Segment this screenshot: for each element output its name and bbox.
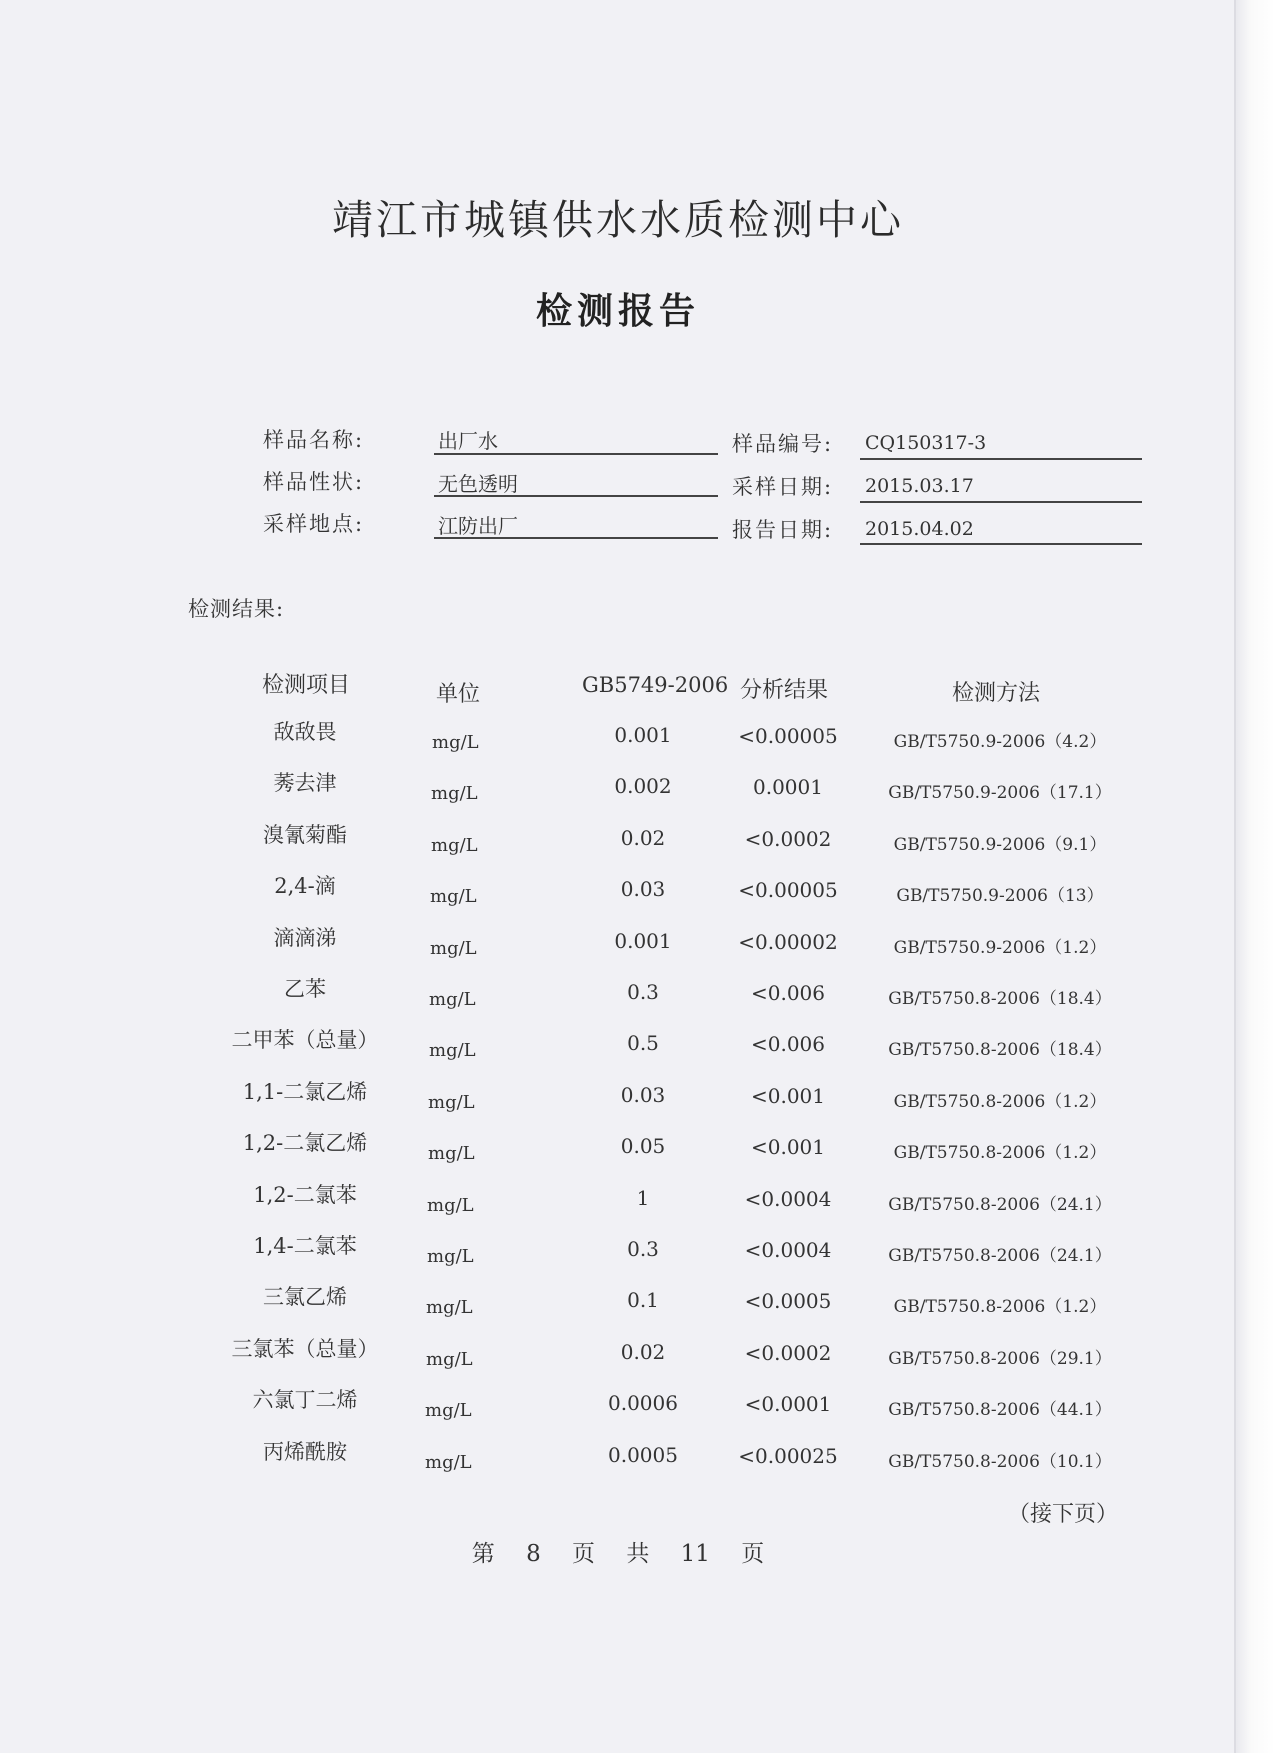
sampling-location-value: 江防出厂 bbox=[438, 514, 518, 538]
row-item-name: 1,1-二氯乙烯 bbox=[242, 1079, 368, 1104]
header-item: 检测项目 bbox=[262, 673, 351, 698]
row-item-name: 滴滴涕 bbox=[273, 925, 337, 950]
footer-total-pages: 11 bbox=[680, 1541, 710, 1567]
row-limit: 0.0006 bbox=[608, 1391, 678, 1416]
row-result: <0.006 bbox=[750, 1032, 825, 1057]
row-result: 0.0001 bbox=[753, 775, 823, 800]
row-result: <0.006 bbox=[750, 981, 825, 1005]
row-method: GB/T5750.8-2006（24.1） bbox=[888, 1246, 1112, 1266]
row-limit: 0.05 bbox=[620, 1134, 666, 1159]
report-title: 检测报告 bbox=[535, 290, 700, 332]
sample-appearance-label: 样品性状: bbox=[263, 470, 365, 494]
row-unit: mg/L bbox=[429, 1040, 476, 1062]
row-result: <0.001 bbox=[750, 1135, 825, 1160]
row-result: <0.0002 bbox=[744, 826, 832, 851]
row-unit: mg/L bbox=[425, 1400, 472, 1422]
row-result: <0.00002 bbox=[738, 929, 838, 954]
row-method: GB/T5750.8-2006（1.2） bbox=[893, 1143, 1107, 1164]
row-unit: mg/L bbox=[426, 1348, 473, 1370]
row-method: GB/T5750.9-2006（9.1） bbox=[893, 834, 1107, 855]
header-unit: 单位 bbox=[436, 682, 481, 707]
row-result: <0.0002 bbox=[744, 1340, 832, 1365]
row-unit: mg/L bbox=[430, 937, 477, 959]
sampling-date-value: 2015.03.17 bbox=[865, 475, 974, 497]
row-limit: 0.002 bbox=[614, 774, 672, 799]
sampling-date-underline bbox=[860, 501, 1142, 503]
row-limit: 0.001 bbox=[614, 723, 672, 747]
row-item-name: 1,4-二氯苯 bbox=[253, 1234, 357, 1258]
row-item-name: 六氯丁二烯 bbox=[252, 1388, 358, 1413]
row-limit: 0.0005 bbox=[608, 1442, 678, 1467]
row-limit: 0.3 bbox=[627, 980, 659, 1004]
footer-page-number: 8 bbox=[526, 1541, 541, 1567]
row-result: <0.001 bbox=[750, 1083, 825, 1108]
sample-name-label: 样品名称: bbox=[263, 428, 365, 452]
row-unit: mg/L bbox=[426, 1297, 473, 1319]
row-result: <0.00005 bbox=[738, 878, 838, 903]
row-unit: mg/L bbox=[430, 886, 477, 908]
row-limit: 0.1 bbox=[627, 1288, 659, 1313]
row-method: GB/T5750.8-2006（10.1） bbox=[888, 1451, 1112, 1472]
footer-word-gong: 共 bbox=[626, 1541, 650, 1567]
row-item-name: 二甲苯（总量） bbox=[231, 1028, 379, 1053]
row-result: <0.0004 bbox=[744, 1186, 832, 1211]
row-limit: 0.02 bbox=[620, 1339, 666, 1364]
sampling-location-underline bbox=[434, 537, 718, 539]
row-item-name: 三氯苯（总量） bbox=[231, 1336, 379, 1361]
report-date-underline bbox=[860, 543, 1142, 545]
sample-appearance-value: 无色透明 bbox=[438, 472, 518, 496]
row-unit: mg/L bbox=[431, 783, 478, 805]
row-item-name: 丙烯酰胺 bbox=[263, 1439, 347, 1464]
results-section-label: 检测结果: bbox=[188, 597, 285, 621]
row-limit: 1 bbox=[636, 1185, 650, 1210]
row-limit: 0.02 bbox=[620, 825, 666, 850]
row-method: GB/T5750.8-2006（18.4） bbox=[888, 1040, 1112, 1061]
row-unit: mg/L bbox=[428, 1091, 475, 1113]
row-result: <0.00025 bbox=[738, 1443, 838, 1468]
row-method: GB/T5750.8-2006（24.1） bbox=[888, 1194, 1112, 1215]
row-unit: mg/L bbox=[432, 732, 479, 753]
page-edge-shadow bbox=[1236, 0, 1275, 1753]
row-method: GB/T5750.8-2006（1.2） bbox=[893, 1297, 1107, 1318]
row-method: GB/T5750.9-2006（1.2） bbox=[893, 937, 1107, 958]
footer-word-ye: 页 bbox=[572, 1541, 596, 1567]
row-result: <0.0001 bbox=[744, 1392, 832, 1417]
sampling-location-label: 采样地点: bbox=[263, 512, 365, 536]
continued-note: （接下页） bbox=[1008, 1502, 1119, 1527]
sample-id-underline bbox=[860, 458, 1142, 460]
row-limit: 0.001 bbox=[614, 928, 672, 953]
report-date-label: 报告日期: bbox=[732, 518, 834, 542]
row-unit: mg/L bbox=[427, 1194, 474, 1216]
row-method: GB/T5750.8-2006（1.2） bbox=[893, 1091, 1107, 1112]
row-unit: mg/L bbox=[429, 989, 476, 1010]
footer-word-ye-2: 页 bbox=[741, 1541, 765, 1567]
footer-word-di: 第 bbox=[471, 1541, 495, 1567]
header-result: 分析结果 bbox=[740, 678, 829, 703]
row-limit: 0.03 bbox=[620, 1082, 666, 1107]
row-limit: 0.5 bbox=[627, 1031, 659, 1056]
row-method: GB/T5750.9-2006（17.1） bbox=[888, 783, 1112, 804]
row-unit: mg/L bbox=[425, 1451, 472, 1473]
row-item-name: 2,4-滴 bbox=[274, 874, 336, 899]
row-method: GB/T5750.8-2006（44.1） bbox=[888, 1400, 1112, 1421]
sample-appearance-underline bbox=[434, 495, 718, 497]
sample-name-underline bbox=[434, 453, 718, 455]
row-method: GB/T5750.8-2006（29.1） bbox=[888, 1348, 1112, 1369]
sample-id-value: CQ150317-3 bbox=[865, 432, 987, 454]
row-limit: 0.3 bbox=[627, 1237, 659, 1261]
header-method: 检测方法 bbox=[952, 681, 1041, 706]
row-limit: 0.03 bbox=[620, 877, 666, 902]
page-footer bbox=[0, 1535, 1236, 1568]
row-item-name: 1,2-二氯苯 bbox=[253, 1182, 357, 1207]
row-result: <0.0004 bbox=[744, 1238, 832, 1262]
row-result: <0.00005 bbox=[738, 724, 838, 748]
row-result: <0.0005 bbox=[744, 1289, 832, 1314]
row-unit: mg/L bbox=[427, 1246, 474, 1267]
row-unit: mg/L bbox=[431, 834, 478, 856]
row-method: GB/T5750.9-2006（4.2） bbox=[893, 732, 1107, 752]
report-date-value: 2015.04.02 bbox=[865, 518, 974, 540]
sampling-date-label: 采样日期: bbox=[732, 475, 834, 499]
row-item-name: 乙苯 bbox=[284, 977, 326, 1001]
sample-id-label: 样品编号: bbox=[732, 432, 834, 456]
row-item-name: 1,2-二氯乙烯 bbox=[242, 1131, 368, 1156]
row-item-name: 三氯乙烯 bbox=[263, 1285, 347, 1310]
organization-title: 靖江市城镇供水水质检测中心 bbox=[332, 196, 904, 244]
row-unit: mg/L bbox=[428, 1143, 475, 1165]
row-method: GB/T5750.9-2006（13） bbox=[896, 886, 1104, 907]
row-method: GB/T5750.8-2006（18.4） bbox=[888, 989, 1112, 1009]
header-standard: GB5749-2006 bbox=[582, 673, 729, 697]
row-item-name: 莠去津 bbox=[273, 771, 337, 796]
row-item-name: 溴氰菊酯 bbox=[263, 822, 347, 847]
sample-name-value: 出厂水 bbox=[438, 429, 498, 453]
row-item-name: 敌敌畏 bbox=[273, 720, 337, 744]
